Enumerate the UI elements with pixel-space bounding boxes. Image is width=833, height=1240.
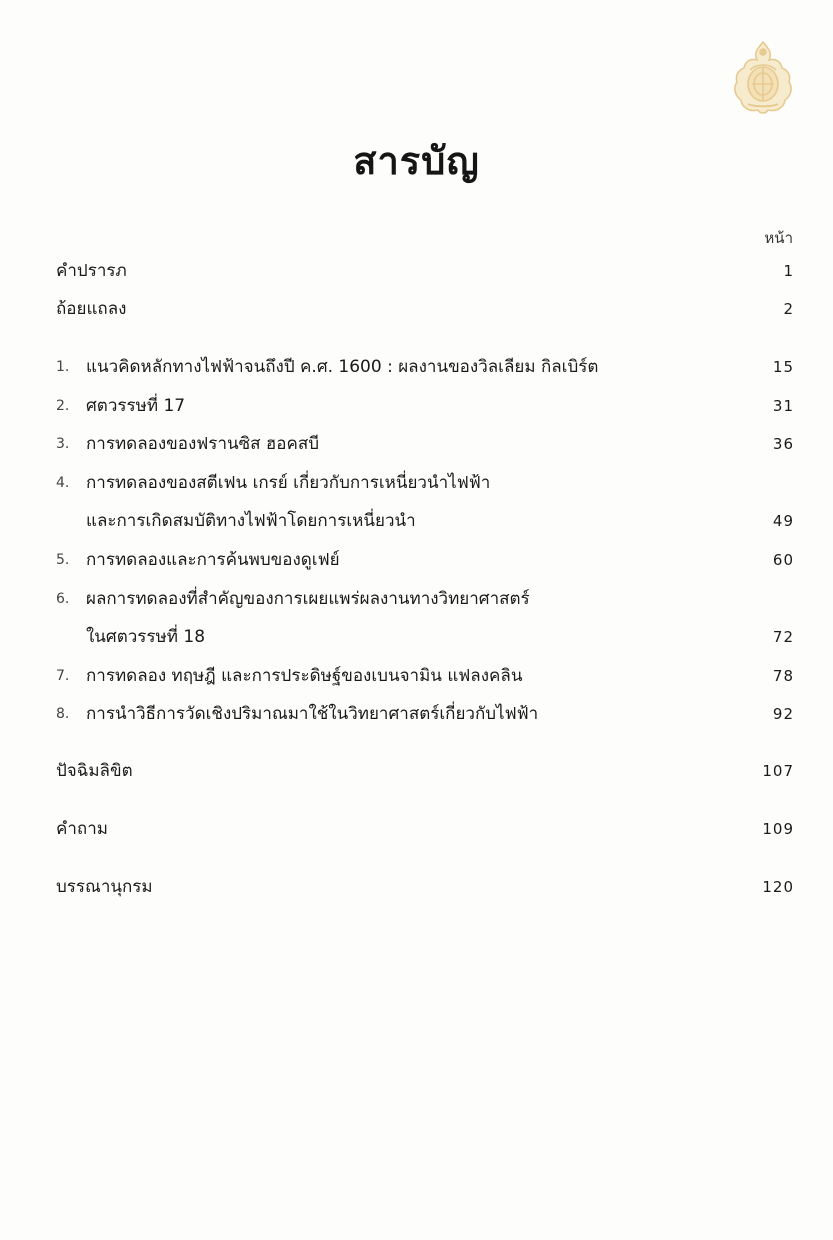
- chapter-number: 8.: [56, 706, 70, 722]
- toc-entry-page: 31: [772, 397, 794, 415]
- chapter-number: 7.: [56, 668, 70, 684]
- toc-entry-label: ปัจฉิมลิขิต: [56, 761, 133, 781]
- chapter-number: 1.: [56, 359, 70, 375]
- chapter-title: ศตวรรษที่ 17: [86, 396, 186, 416]
- royal-emblem-icon: [730, 40, 796, 116]
- toc-entry-label: คำถาม: [56, 819, 108, 839]
- chapter-title: การทดลอง ทฤษฎี และการประดิษฐ์ของเบนจามิน แฟลงคลิน: [86, 666, 523, 686]
- chapter-title: การทดลองและการค้นพบของดูเฟย์: [86, 550, 340, 570]
- toc-chapter-2[interactable]: [56, 391, 794, 421]
- toc-entry-page: 36: [772, 435, 794, 453]
- chapter-title-continued: ในศตวรรษที่ 18: [86, 627, 206, 647]
- toc-entry-page: 72: [772, 628, 794, 646]
- chapter-title: การทดลองของสตีเฟน เกรย์ เกี่ยวกับการเหนี่ยวนำไฟฟ้า: [86, 473, 491, 493]
- toc-entry-page: 60: [772, 551, 794, 569]
- toc-entry-label: ถ้อยแถลง: [56, 299, 127, 319]
- chapter-number: 5.: [56, 552, 70, 568]
- chapter-number: 3.: [56, 436, 70, 452]
- toc-chapter-5[interactable]: [56, 545, 794, 575]
- toc-entry-statement[interactable]: [56, 294, 794, 324]
- chapter-title: การทดลองของฟรานซิส ฮอคสบี: [86, 434, 320, 454]
- chapter-title: การนำวิธีการวัดเชิงปริมาณมาใช้ในวิทยาศาสตร์เกี่ยวกับไฟฟ้า: [86, 704, 539, 724]
- chapter-title: ผลการทดลองที่สำคัญของการเผยแพร่ผลงานทางวิทยาศาสตร์: [86, 589, 530, 609]
- toc-entry-foreword[interactable]: [56, 256, 794, 286]
- chapter-title-continued: และการเกิดสมบัติทางไฟฟ้าโดยการเหนี่ยวนำ: [86, 511, 416, 531]
- toc-entry-bibliography[interactable]: [56, 872, 794, 902]
- chapter-number: 6.: [56, 591, 70, 607]
- toc-entry-epilogue[interactable]: [56, 756, 794, 786]
- chapter-number: 4.: [56, 475, 70, 491]
- toc-chapter-8[interactable]: [56, 699, 794, 729]
- toc-entry-label: บรรณานุกรม: [56, 877, 153, 897]
- chapter-number: 2.: [56, 398, 70, 414]
- toc-entry-page: 78: [772, 667, 794, 685]
- toc-entry-label: คำปรารภ: [56, 261, 127, 281]
- toc-chapter-6[interactable]: [56, 584, 794, 614]
- toc-chapter-4-continued[interactable]: [56, 506, 794, 536]
- toc-entry-page: 92: [772, 705, 794, 723]
- toc-entry-page: 1: [783, 262, 794, 280]
- toc-chapter-1[interactable]: [56, 352, 794, 382]
- toc-entry-page: 109: [762, 820, 794, 838]
- toc-entry-questions[interactable]: [56, 814, 794, 844]
- toc-chapter-6-continued[interactable]: [56, 622, 794, 652]
- toc-chapter-4[interactable]: [56, 468, 794, 498]
- toc-entry-page: 2: [783, 300, 794, 318]
- page-column-label: หน้า: [764, 229, 793, 247]
- toc-entry-page: 15: [772, 358, 794, 376]
- toc-entry-page: 49: [772, 512, 794, 530]
- toc-chapter-7[interactable]: [56, 661, 794, 691]
- toc-entry-page: 107: [762, 762, 794, 780]
- chapter-title: แนวคิดหลักทางไฟฟ้าจนถึงปี ค.ศ. 1600 : ผลงานของวิลเลียม กิลเบิร์ต: [86, 357, 599, 377]
- toc-chapter-3[interactable]: [56, 429, 794, 459]
- toc-entry-page: 120: [762, 878, 794, 896]
- page-title: สารบัญ: [353, 139, 480, 183]
